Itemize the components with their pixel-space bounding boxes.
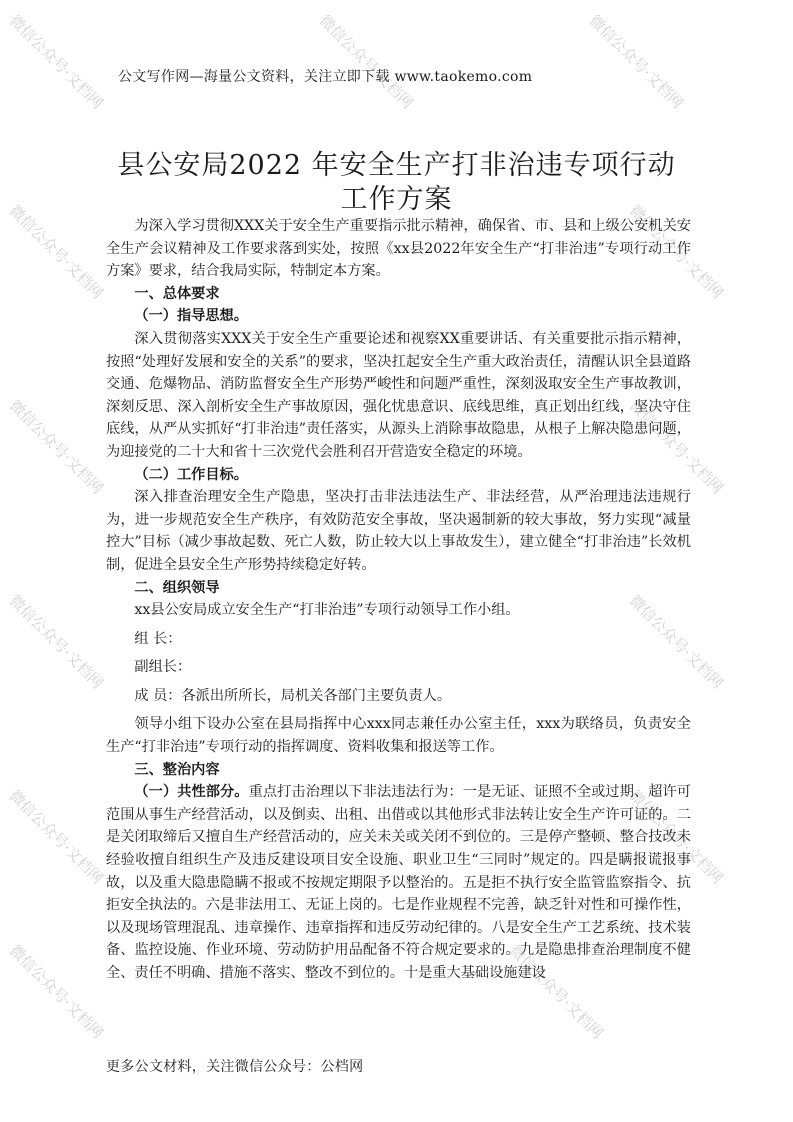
document-title-line1: 县公安局2022 年安全生产打非治违专项行动: [117, 150, 676, 181]
common-part-text: 重点打击治理以下非法违法行为：一是无证、证照不全或过期、超许可范围从事生产经营活动，以及倒卖、出租、出借或以其他形式非法转让安全生产许可证的。二是关闭取缔后又擅自生产经营活动的，应关未关或关闭不到位的。三是停产整顿、整合技改未经验收擅自组织生产及违反建设项目安全设施、职业卫生“三同时”规定的。四是瞒报谎报事故，以及重大隐患隐瞒不报或不按规定期限予以整治的。五是拒不执行安全监管监察指令、抗拒安全执法的。六是非法用工、无证上岗的。七是作业规程不完善，缺乏针对性和可操作性，以及现场管理混乱、违章操作、违章指挥和违反劳动纪律的。八是安全生产工艺系统、技术装备、监控设施、作业环境、劳动防护用品配备不符合规定要求的。九是隐患排查治理制度不健全、责任不明确、措施不落实、整改不到位的。十是重大基础设施建设: [106, 784, 691, 981]
office-paragraph: 领导小组下设办公室在县局指挥中心xxx同志兼任办公室主任，xxx为联络员，负责安全生产“打非治违”专项行动的指挥调度、资料收集和报送等工作。: [106, 716, 691, 756]
watermark: 微信公众号·文档网: [5, 396, 107, 498]
page-header: 公文写作网—海量公文资料，关注立即下载 www.taokemo.com: [118, 69, 533, 85]
watermark: 微信公众号·文档网: [5, 11, 107, 113]
members-line: 成 员：各派出所所长，局机关各部门主要负责人。: [134, 687, 452, 704]
common-part-label: （一）共性部分。: [134, 784, 249, 801]
watermark: 微信公众号·文档网: [5, 591, 107, 693]
section-heading-2: 二、组织领导: [134, 579, 220, 596]
watermark: 微信公众号·文档网: [315, 11, 417, 113]
guiding-ideology-paragraph: 深入贯彻落实XXX关于安全生产重要论述和视察XX重要讲话、有关重要批示指示精神，按照“处理好发展和安全的关系”的要求，坚决扛起安全生产重大政治责任，清醒认识全县道路交通、危爆物品、消防监督安全生产形势严峻性和问题严重性，深刻汲取安全生产事故教训，深刻反思、深入剖析安全生产事故原因，强化忧患意识、底线思维，真正划出红线，坚决守住底线，从严从实抓好“打非治违”责任落实，从源头上消除事故隐患，从根子上解决隐患问题，为迎接党的二十大和省十三次党代会胜利召开营造安全稳定的环境。: [106, 330, 691, 460]
watermark: 微信公众号·文档网: [625, 201, 727, 303]
group-leader-line: 组 长：: [134, 630, 182, 647]
document-body: [106, 215, 691, 985]
watermark: 微信公众号·文档网: [585, 11, 687, 113]
watermark: 微信公众号·文档网: [5, 786, 107, 888]
watermark: 微信公众号·文档网: [625, 786, 727, 888]
intro-paragraph: 为深入学习贯彻XXX关于安全生产重要指示批示精神，确保省、市、县和上级公安机关安全生产会议精神及工作要求落到实处，按照《xx县2022年安全生产“打非治违”专项行动工作方案》要求，结合我局实际，特制定本方案。: [106, 218, 691, 280]
work-goals-paragraph: 深入排查治理安全生产隐患，坚决打击非法违法生产、非法经营，从严治理违法违规行为，进一步规范安全生产秩序，有效防范安全事故，坚决遏制新的较大事故，努力实现“减量控大”目标（减少事故起数、死亡人数，防止较大以上事故发生），建立健全“打非治违”长效机制，促进全县安全生产形势持续稳定好转。: [106, 489, 691, 573]
watermark: 微信公众号·文档网: [625, 396, 727, 498]
page-footer: 更多公文材料，关注微信公众号：公档网: [106, 1059, 364, 1075]
deputy-leader-line: 副组长：: [134, 659, 192, 676]
watermark: 微信公众号·文档网: [625, 591, 727, 693]
subsection-heading-1-1: （一）指导思想。: [134, 308, 248, 325]
watermark: 微信公众号·文档网: [5, 941, 107, 1043]
section-heading-1: 一、总体要求: [134, 285, 220, 302]
watermark: 微信公众号·文档网: [505, 941, 607, 1043]
subsection-heading-1-2: （二）工作目标。: [134, 466, 248, 483]
section-heading-3: 三、整治内容: [134, 761, 220, 778]
common-part-paragraph: [106, 781, 691, 984]
watermark: 微信公众号·文档网: [5, 201, 107, 303]
leadership-group-paragraph: xx县公安局成立安全生产“打非治违”专项行动领导工作小组。: [134, 602, 520, 619]
document-title-line2: 工作方案: [340, 184, 453, 215]
